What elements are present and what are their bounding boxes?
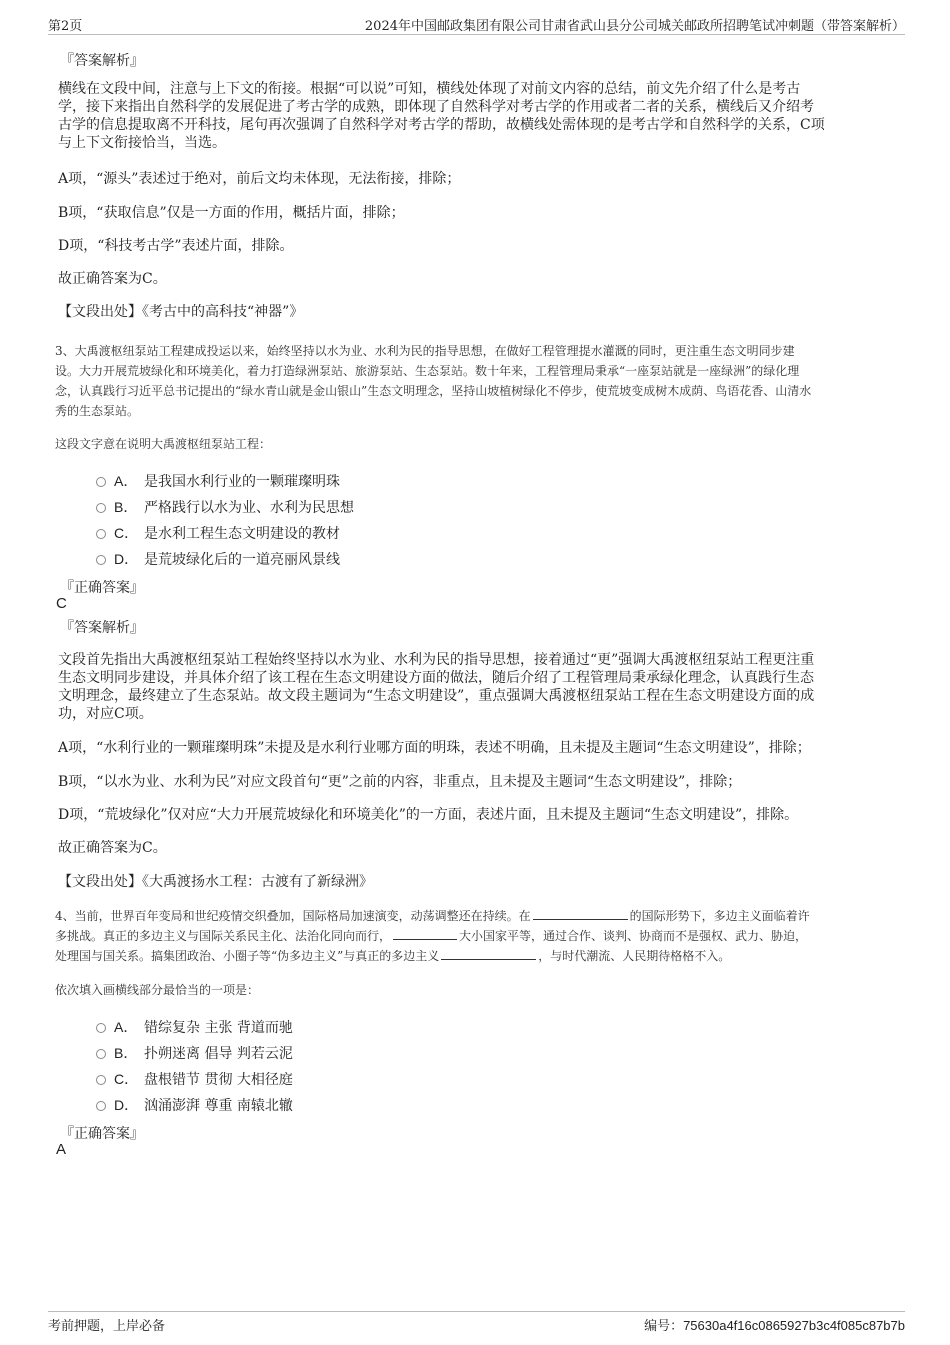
document-id: 编号：75630a4f16c0865927b3c4f085c87b7b bbox=[644, 1318, 905, 1333]
document-title: 2024年中国邮政集团有限公司甘肃省武山县分公司城关邮政所招聘笔试冲刺题（带答案解析） bbox=[364, 19, 905, 34]
q3-analysis bbox=[58, 651, 908, 723]
q4-stem-line bbox=[55, 906, 915, 926]
option-text: 错综复杂 主张 背道而驰 bbox=[144, 1020, 293, 1036]
page-footer bbox=[48, 1311, 905, 1338]
q2-option-a-note: A项，“源头”表述过于绝对，前后文均未体现，无法衔接，排除； bbox=[58, 171, 461, 187]
q3-stem-line: 设。大力开展荒坡绿化和环境美化，着力打造绿洲泵站、旅游泵站、生态泵站。数十年来，工程管理局秉承“一座泵站就是一座绿洲”的绿化理 bbox=[55, 364, 800, 378]
radio-icon[interactable] bbox=[96, 477, 106, 487]
q3-option-d-note: D项，“荒坡绿化”仅对应“大力开展荒坡绿化和环境美化”的一方面，表述片面，且未提及主题词“生态文明建设”，排除。 bbox=[58, 807, 799, 823]
option-letter: B． bbox=[114, 1045, 138, 1061]
radio-icon[interactable] bbox=[96, 1023, 106, 1033]
q3-analysis-line: 生态文明同步建设，并具体介绍了该工程在生态文明建设方面的做法，随后介绍了工程管理局秉承绿化理念，认真践行生态 bbox=[58, 670, 814, 686]
q3-analysis-tag: 『答案解析』 bbox=[60, 620, 144, 636]
option-letter: D． bbox=[114, 551, 139, 567]
q3-answer: C bbox=[56, 595, 67, 612]
q3-analysis-line: 功，对应C项。 bbox=[58, 706, 153, 722]
q2-option-d-note: D项，“科技考古学”表述片面，排除。 bbox=[58, 238, 294, 254]
q4-answer-tag: 『正确答案』 bbox=[60, 1126, 144, 1142]
answer-blank bbox=[393, 928, 457, 940]
q4-option-a[interactable] bbox=[96, 1017, 293, 1037]
q4-answer: A bbox=[56, 1141, 67, 1158]
q2-analysis-line: 与上下文衔接恰当，当选。 bbox=[58, 135, 226, 151]
q2-analysis-tag: 『答案解析』 bbox=[60, 53, 144, 69]
q4-stem bbox=[55, 906, 915, 966]
radio-icon[interactable] bbox=[96, 1075, 106, 1085]
q3-analysis-line: 文段首先指出大禹渡枢纽泵站工程始终坚持以水为业、水利为民的指导思想，接着通过“更”强调大禹渡枢纽泵站工程更注重 bbox=[58, 652, 815, 668]
q2-analysis-line: 横线在文段中间，注意与上下文的衔接。根据“可以说”可知，横线处体现了对前文内容的总结，前文先介绍了什么是考古 bbox=[58, 81, 801, 97]
q4-option-b[interactable] bbox=[96, 1043, 293, 1063]
option-letter: B． bbox=[114, 499, 138, 515]
option-text: 严格践行以水为业、水利为民思想 bbox=[144, 500, 354, 516]
option-text: 是我国水利行业的一颗璀璨明珠 bbox=[144, 474, 340, 490]
q4-stem-line bbox=[55, 946, 915, 966]
q4-stem-text: 4、当前，世界百年变局和世纪疫情交织叠加，国际格局加速演变，动荡调整还在持续。在 bbox=[55, 909, 531, 923]
q4-prompt: 依次填入画横线部分最恰当的一项是： bbox=[55, 983, 260, 997]
q3-stem-line: 念，认真践行习近平总书记提出的“绿水青山就是金山银山”生态文明理念，坚持山坡植树绿化不停步，使荒坡变成树木成荫、鸟语花香、山清水 bbox=[55, 384, 812, 398]
option-letter: A． bbox=[114, 1019, 138, 1035]
radio-icon[interactable] bbox=[96, 1101, 106, 1111]
footer-slogan: 考前押题，上岸必备 bbox=[48, 1319, 166, 1334]
option-text: 盘根错节 贯彻 大相径庭 bbox=[144, 1072, 293, 1088]
q4-option-c[interactable] bbox=[96, 1069, 293, 1089]
q3-option-c[interactable] bbox=[96, 523, 340, 543]
q4-stem-text: 多挑战。真正的多边主义与国际关系民主化、法治化同向而行， bbox=[55, 929, 392, 943]
q3-prompt: 这段文字意在说明大禹渡枢纽泵站工程： bbox=[55, 437, 272, 451]
q4-stem-text: 处理国与国关系。搞集团政治、小圈子等“伪多边主义”与真正的多边主义 bbox=[55, 949, 440, 963]
q2-analysis bbox=[58, 80, 908, 152]
page-header bbox=[48, 14, 905, 35]
q4-stem-line bbox=[55, 926, 915, 946]
q2-conclusion: 故正确答案为C。 bbox=[58, 271, 167, 287]
option-letter: A． bbox=[114, 473, 138, 489]
radio-icon[interactable] bbox=[96, 529, 106, 539]
option-letter: C． bbox=[114, 525, 139, 541]
q3-option-a-note: A项，“水利行业的一颗璀璨明珠”未提及是水利行业哪方面的明珠，表述不明确，且未提及主题词“生态文明建设”，排除； bbox=[58, 740, 811, 756]
option-letter: D． bbox=[114, 1097, 139, 1113]
option-letter: C． bbox=[114, 1071, 139, 1087]
q3-conclusion: 故正确答案为C。 bbox=[58, 840, 167, 856]
q3-stem-line: 3、大禹渡枢纽泵站工程建成投运以来，始终坚持以水为业、水利为民的指导思想，在做好工程管理提水灌溉的同时，更注重生态文明同步建 bbox=[55, 344, 795, 358]
q3-source: 【文段出处】《大禹渡扬水工程：古渡有了新绿洲》 bbox=[58, 874, 373, 890]
option-text: 是水利工程生态文明建设的教材 bbox=[144, 526, 340, 542]
option-text: 汹涌澎湃 尊重 南辕北辙 bbox=[144, 1098, 293, 1114]
radio-icon[interactable] bbox=[96, 1049, 106, 1059]
radio-icon[interactable] bbox=[96, 503, 106, 513]
answer-blank bbox=[441, 948, 536, 960]
q3-stem-line: 秀的生态泵站。 bbox=[55, 404, 140, 418]
page-number: 第2页 bbox=[48, 19, 83, 34]
q2-analysis-line: 学，接下来指出自然科学的发展促进了考古学的成熟，即体现了自然科学对考古学的作用或者二者的关系，横线后又介绍考 bbox=[58, 99, 814, 115]
q3-option-a[interactable] bbox=[96, 471, 340, 491]
q3-option-d[interactable] bbox=[96, 549, 340, 569]
q4-stem-text: 的国际形势下，多边主义面临着许 bbox=[629, 909, 810, 923]
q3-option-b[interactable] bbox=[96, 497, 354, 517]
q3-analysis-line: 文明理念，最终建立了生态泵站。故文段主题词为“生态文明建设”，重点强调大禹渡枢纽泵站工程在生态文明建设方面的成 bbox=[58, 688, 815, 704]
option-text: 是荒坡绿化后的一道亮丽风景线 bbox=[144, 552, 340, 568]
option-text: 扑朔迷离 倡导 判若云泥 bbox=[144, 1046, 293, 1062]
q4-stem-text: 大小国家平等，通过合作、谈判、协商而不是强权、武力、胁迫， bbox=[459, 929, 808, 943]
q3-stem bbox=[55, 341, 910, 421]
q3-option-b-note: B项，“以水为业、水利为民”对应文段首句“更”之前的内容，非重点，且未提及主题词“生态文明建设”，排除； bbox=[58, 774, 742, 790]
q4-option-d[interactable] bbox=[96, 1095, 293, 1115]
q3-answer-tag: 『正确答案』 bbox=[60, 580, 144, 596]
q2-option-b-note: B项，“获取信息”仅是一方面的作用，概括片面，排除； bbox=[58, 205, 405, 221]
q2-source: 【文段出处】《考古中的高科技“神器”》 bbox=[58, 304, 304, 320]
q4-stem-text: ，与时代潮流、人民期待格格不入。 bbox=[538, 949, 731, 963]
q2-analysis-line: 古学的信息提取离不开科技，尾句再次强调了自然科学对考古学的帮助，故横线处需体现的是考古学和自然科学的关系，C项 bbox=[58, 117, 825, 133]
answer-blank bbox=[533, 908, 628, 920]
radio-icon[interactable] bbox=[96, 555, 106, 565]
